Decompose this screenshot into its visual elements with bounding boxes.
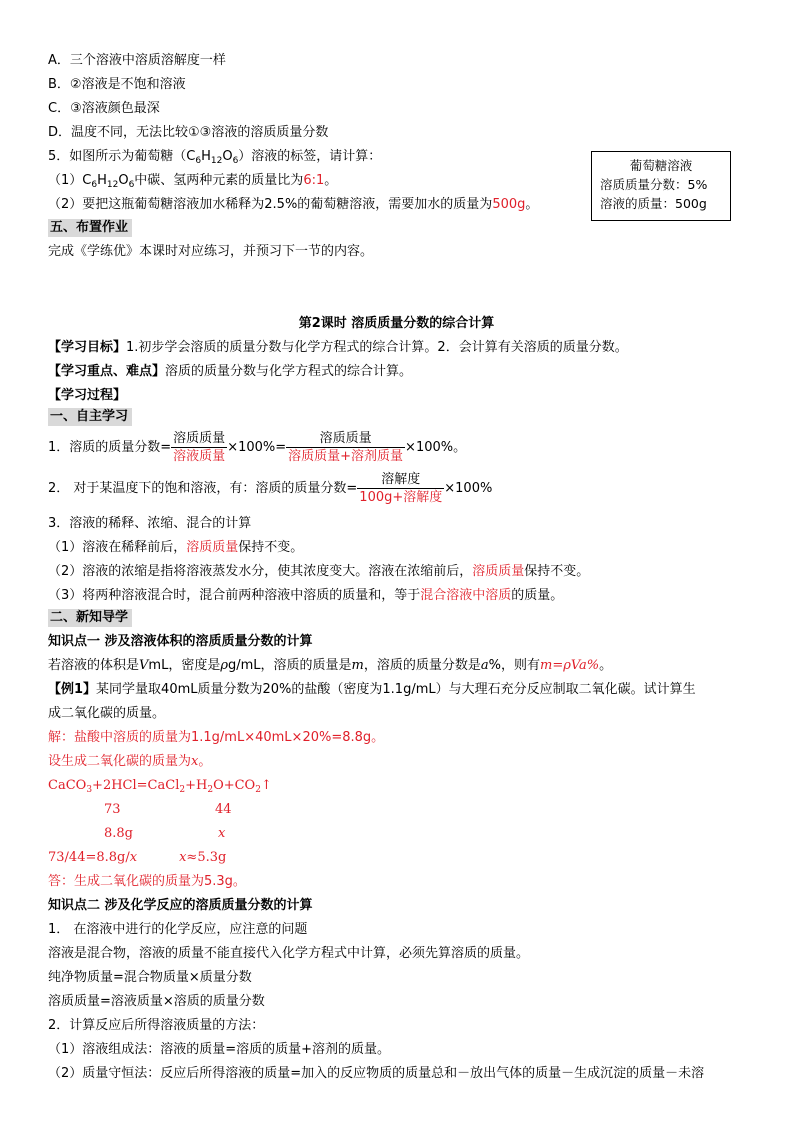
formula-text: ×100%=	[227, 440, 287, 455]
ratio-text: ≈5.3g	[186, 850, 227, 865]
example-1-line2: 成二氧化碳的质量。	[48, 706, 166, 721]
variable: ρ	[220, 658, 228, 673]
eq-text: ↑	[260, 778, 272, 793]
goal-text: 1.初步学会溶质的质量分数与化学方程式的综合计算。2．会计算有关溶质的质量分数。	[126, 340, 628, 355]
sub: 2	[255, 785, 261, 795]
eq-text: CaCO	[48, 778, 87, 793]
q5-stem-text: H	[201, 149, 211, 164]
text: 。	[599, 658, 613, 673]
self-study-heading-row	[48, 408, 132, 426]
sub: 3	[86, 785, 93, 795]
answer-red: 500g	[492, 197, 526, 212]
q5-part1	[48, 172, 337, 190]
text: 保持不变。	[524, 564, 590, 579]
goal-label: 【学习目标】	[48, 340, 127, 355]
text: mL，密度是	[148, 658, 221, 673]
knowledge-point-1-text	[48, 657, 612, 675]
mass-73: 73	[104, 802, 121, 817]
fraction	[357, 471, 444, 506]
option-b: B．②溶液是不饱和溶液	[48, 77, 186, 92]
q5-text: （1）C	[48, 173, 92, 188]
label-line1: 溶质质量分数：5%	[600, 177, 708, 192]
q5-text: 中碳、氢两种元素的质量比为	[134, 173, 304, 188]
example-1-line1	[48, 681, 696, 699]
new-knowledge-heading: 二、新知导学	[48, 609, 132, 627]
fraction-numerator: 溶质质量	[286, 430, 405, 448]
self-study-heading: 一、自主学习	[48, 408, 132, 426]
fraction-denominator: 100g+溶解度	[359, 490, 443, 505]
text: 若溶液的体积是	[48, 658, 140, 673]
example-label: 【例1】	[48, 682, 97, 697]
sub: 2	[179, 785, 186, 795]
variable: x	[179, 850, 187, 865]
homework-heading-row	[48, 219, 132, 237]
kp2-item-1: 1． 在溶液中进行的化学反应，应注意的问题	[48, 922, 308, 937]
kp2-formula-1: 纯净物质量=混合物质量×质量分数	[48, 970, 252, 985]
formula-text: 2． 对于某温度下的饱和溶液，有：溶质的质量分数=	[48, 481, 358, 496]
variable: x	[129, 850, 138, 865]
q5-stem-text: 5．如图所示为葡萄糖（C	[48, 149, 196, 164]
process-label	[48, 387, 126, 405]
sub: 2	[207, 785, 214, 795]
knowledge-point-1-title: 知识点一 涉及溶液体积的溶质质量分数的计算	[48, 634, 313, 649]
text: 。	[198, 754, 212, 769]
formula-text: 1．溶质的质量分数=	[48, 440, 172, 455]
q5-text: H	[97, 173, 107, 188]
section-3-2	[48, 563, 589, 581]
example-text: 某同学量取40mL质量分数为20%的盐酸（密度为1.1g/mL）与大理石充分反应制取二氧化碳。试计算生	[96, 682, 696, 697]
kp2-item-2: 2．计算反应后所得溶液质量的方法：	[48, 1018, 265, 1033]
text: 设生成二氧化碳的质量为	[48, 754, 192, 769]
answer-line: 答：生成二氧化碳的质量为5.3g。	[48, 874, 246, 889]
q5-text: O	[118, 173, 129, 188]
fraction-numerator: 溶质质量	[173, 431, 226, 446]
homework-text: 完成《学练优》本课时对应练习，并预习下一节的内容。	[48, 244, 374, 259]
homework-heading: 五、布置作业	[48, 219, 132, 237]
key-text: 溶质的质量分数与化学方程式的综合计算。	[165, 364, 413, 379]
q5-stem	[48, 148, 381, 166]
solution-line1: 解：盐酸中溶质的质量为1.1g/mL×40mL×20%=8.8g。	[48, 730, 385, 745]
kp2-formula-2: 溶质质量=溶液质量×溶质的质量分数	[48, 994, 265, 1009]
fraction	[286, 430, 405, 465]
fraction-denominator: 溶质质量+溶剂质量	[288, 449, 404, 464]
sub: 6	[195, 156, 202, 166]
variable: a	[480, 658, 489, 673]
option-a: A．三个溶液中溶质溶解度一样	[48, 53, 226, 68]
text: ，溶质的质量分数是	[363, 658, 481, 673]
chemical-equation	[48, 777, 272, 795]
fraction-numerator: 溶解度	[357, 471, 444, 489]
q5-text: 。	[324, 173, 338, 188]
q5-text: （2）要把这瓶葡萄糖溶液加水稀释为2.5%的葡萄糖溶液，需要加水的质量为	[48, 197, 493, 212]
sub: 6	[128, 180, 135, 190]
answer-red: 溶质质量	[186, 540, 239, 555]
mass-44: 44	[215, 802, 232, 817]
text: 保持不变。	[238, 540, 304, 555]
sub: 6	[232, 156, 239, 166]
option-c: C．③溶液颜色最深	[48, 101, 160, 116]
text: %，则有	[488, 658, 540, 673]
section-3-title: 3．溶液的稀释、浓缩、混合的计算	[48, 516, 252, 531]
formula-2	[48, 471, 492, 506]
solution-line2	[48, 753, 211, 771]
text: （1）溶液在稀释前后，	[48, 540, 187, 555]
section-3-3	[48, 587, 563, 605]
q5-part2	[48, 196, 538, 214]
fraction-denominator: 溶液质量	[173, 449, 226, 464]
ratio-line	[48, 849, 226, 867]
answer-red: 溶质质量	[472, 564, 525, 579]
text: g/mL，溶质的质量是	[227, 658, 352, 673]
q5-text: 。	[525, 197, 539, 212]
process-label-text: 【学习过程】	[48, 388, 127, 403]
mass-8-8g: 8.8g	[104, 826, 133, 841]
learning-goal	[48, 339, 628, 357]
q5-stem-text: ）溶液的标签，请计算：	[238, 149, 382, 164]
answer-red: 混合溶液中溶质	[420, 588, 512, 603]
label-line2: 溶液的质量：500g	[600, 196, 707, 211]
formula-1	[48, 430, 466, 465]
text: （3）将两种溶液混合时，混合前两种溶液中溶质的质量和，等于	[48, 588, 421, 603]
knowledge-point-2-title: 知识点二 涉及化学反应的溶质质量分数的计算	[48, 898, 313, 913]
eq-text: +2HCl=CaCl	[92, 778, 180, 793]
answer-red: 6:1	[303, 173, 325, 188]
section-3-1	[48, 539, 303, 557]
sub: 12	[106, 180, 119, 190]
text: （2）溶液的浓缩是指将溶液蒸发水分，使其浓度变大。溶液在浓缩前后，	[48, 564, 473, 579]
formula-red: m=ρVa%	[540, 658, 600, 673]
eq-text: +H	[185, 778, 208, 793]
kp2-item-1-text: 溶液是混合物，溶液的质量不能直接代入化学方程式中计算，必须先算溶质的质量。	[48, 946, 530, 961]
new-knowledge-heading-row	[48, 609, 132, 627]
option-d: D．温度不同，无法比较①③溶液的溶质质量分数	[48, 125, 329, 140]
fraction	[171, 430, 227, 465]
q5-stem-text: O	[222, 149, 233, 164]
variable: V	[139, 658, 149, 673]
sub: 12	[210, 156, 223, 166]
variable: x	[191, 754, 199, 769]
key-label: 【学习重点、难点】	[48, 364, 166, 379]
formula-text: ×100%	[444, 481, 493, 496]
lesson-title: 第2课时 溶质质量分数的综合计算	[298, 316, 495, 331]
ratio-text: 73/44=8.8g/	[48, 850, 130, 865]
label-title: 葡萄糖溶液	[629, 158, 693, 173]
formula-text: ×100%。	[405, 440, 467, 455]
sub: 6	[91, 180, 98, 190]
mass-x: x	[218, 826, 226, 841]
eq-text: O+CO	[213, 778, 256, 793]
variable: m	[351, 658, 364, 673]
kp2-item-2-2: （2）质量守恒法：反应后所得溶液的质量=加入的反应物质的质量总和－放出气体的质量－生成沉淀的质量－未溶	[48, 1066, 705, 1081]
key-points	[48, 363, 412, 381]
text: 的质量。	[511, 588, 564, 603]
glucose-label-box	[591, 151, 731, 221]
kp2-item-2-1: （1）溶液组成法：溶液的质量=溶质的质量+溶剂的质量。	[48, 1042, 391, 1057]
